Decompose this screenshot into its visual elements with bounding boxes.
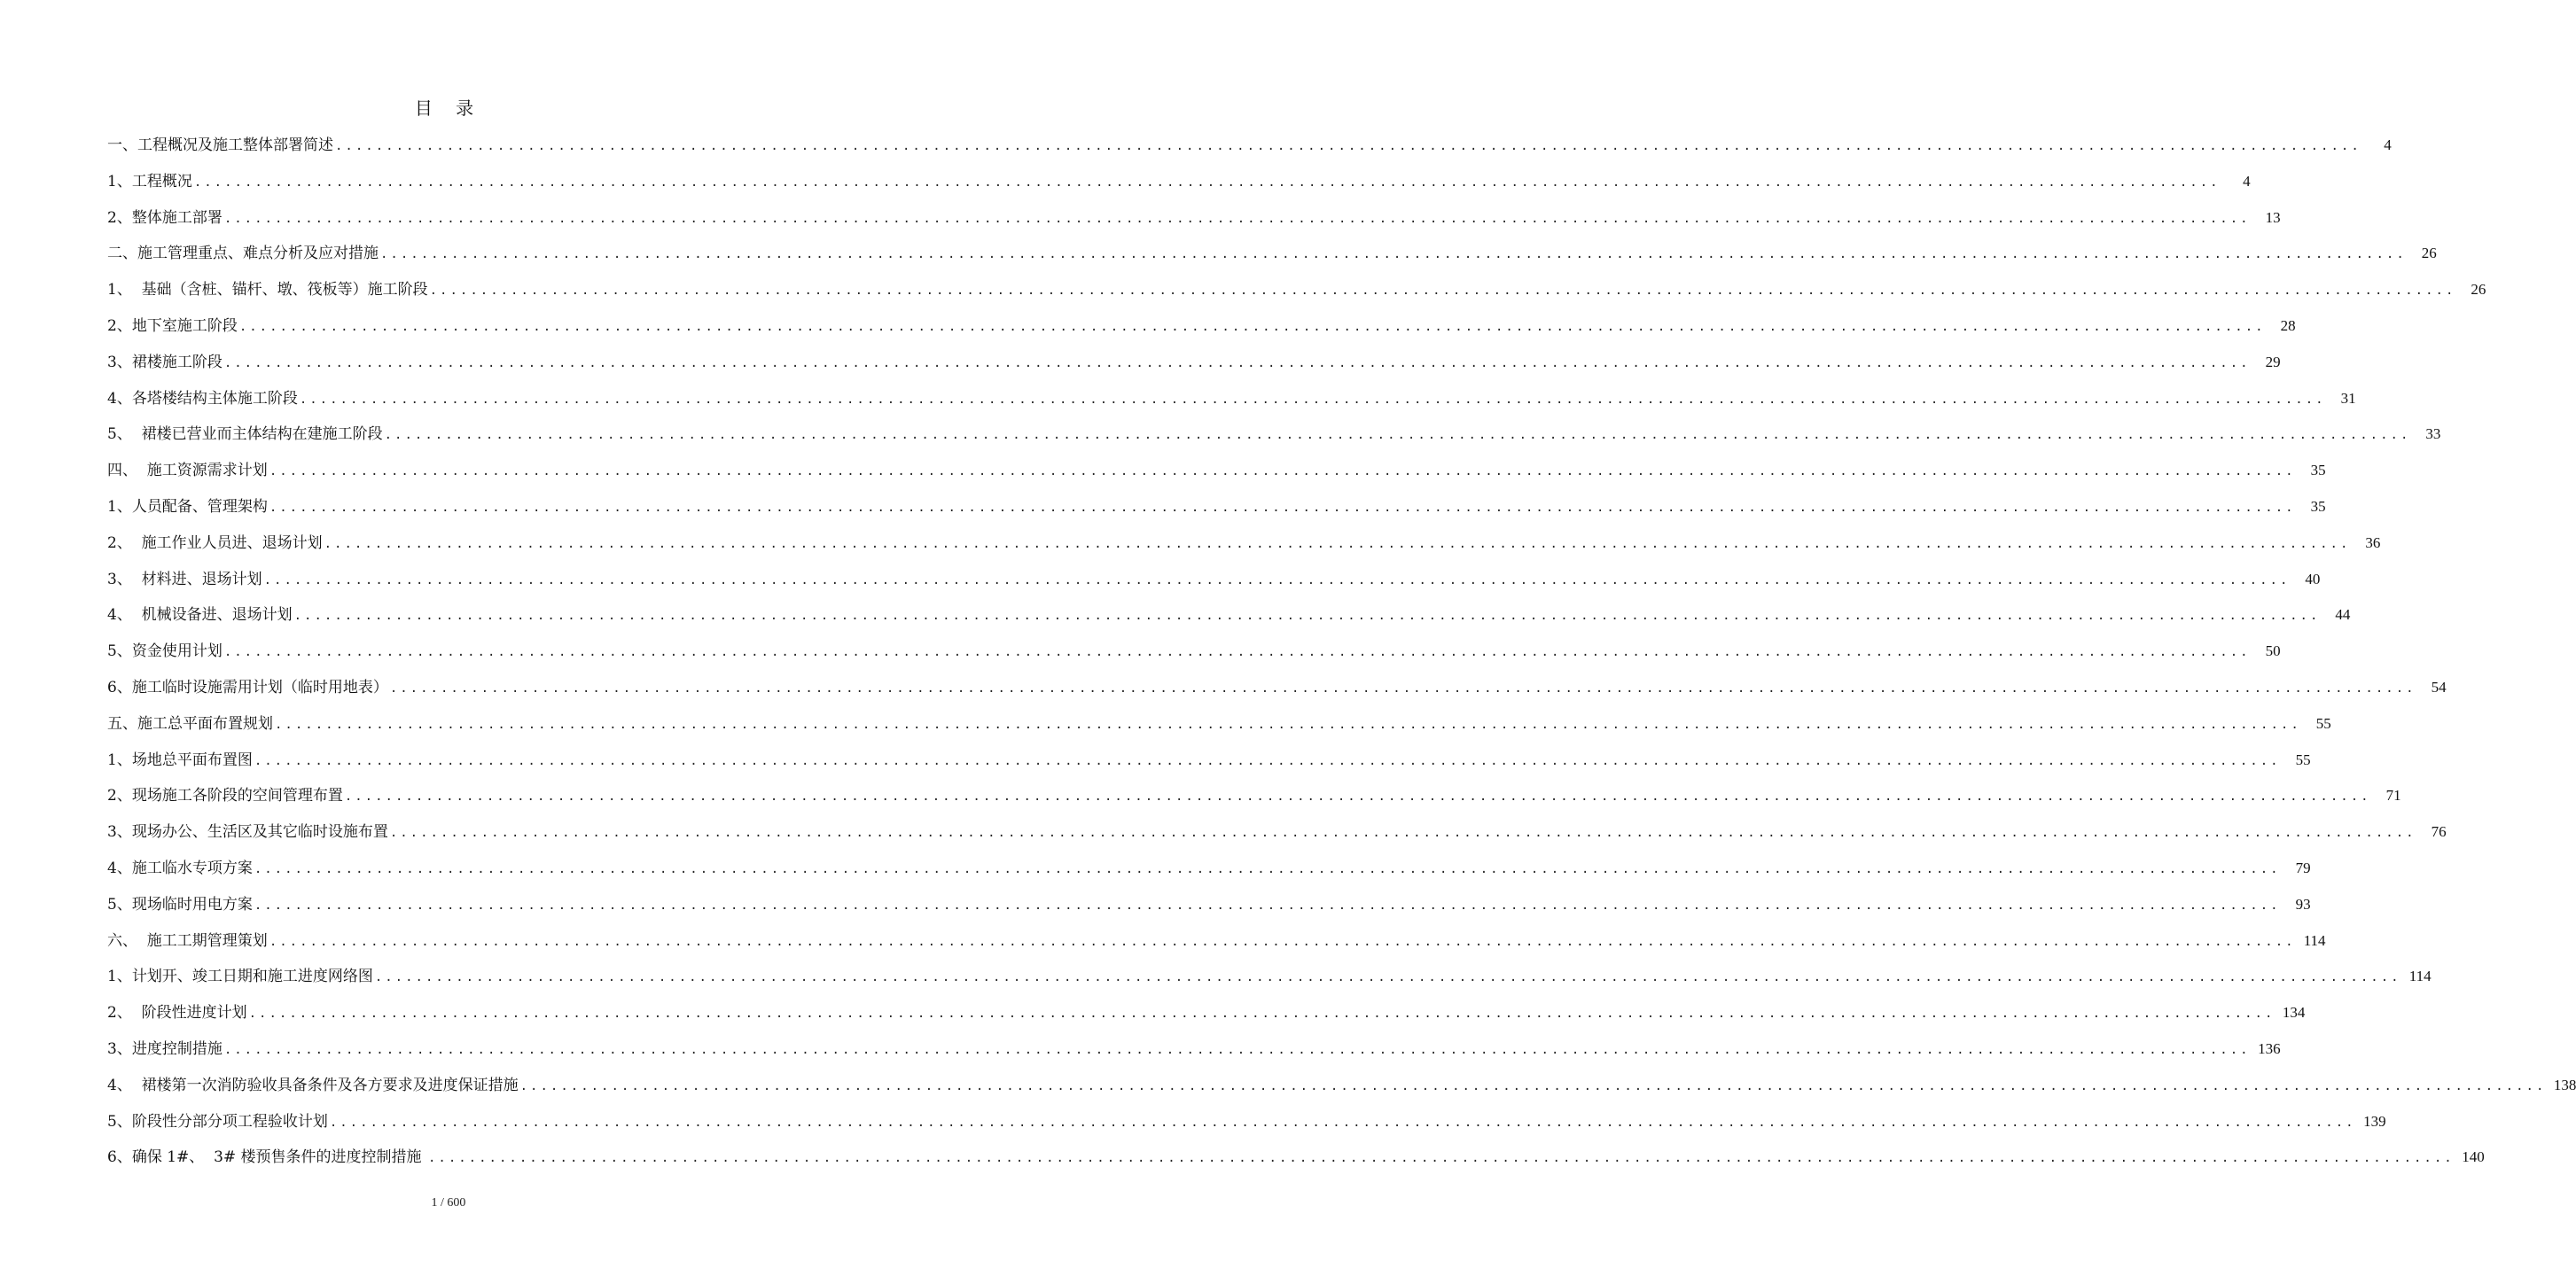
dot-leader: ........................................................................................................................................................................................................ (254, 861, 2281, 876)
dot-leader: ........................................................................................................................................................................................................ (263, 572, 2291, 587)
toc-entry-label: 6、施工临时设施需用计划（临时用地表） (107, 678, 388, 696)
toc-entry-page-number: 138 (2553, 1076, 2576, 1093)
dot-leader: ........................................................................................................................................................................................................ (238, 319, 2266, 334)
toc-entry[interactable] (107, 277, 2486, 314)
toc-entry[interactable] (107, 314, 2296, 350)
toc-entry-page-number: 76 (2431, 823, 2447, 841)
toc-entry-label: 4、施工临水专项方案 (107, 859, 253, 877)
toc-entry-label: 4、 机械设备进、退场计划 (107, 606, 293, 625)
toc-entry-page-number: 114 (2408, 968, 2432, 985)
toc-entry-page-number: 33 (2425, 425, 2441, 443)
dot-leader: ........................................................................................................................................................................................................ (223, 211, 2251, 226)
toc-entry-page-number: 31 (2340, 389, 2356, 407)
table-of-contents (107, 133, 2576, 1181)
toc-entry-page-number: 40 (2305, 570, 2321, 587)
toc-entry-label: 1、场地总平面布置图 (107, 751, 253, 769)
toc-entry[interactable] (107, 567, 2321, 603)
dot-leader: ........................................................................................................................................................................................................ (293, 609, 2321, 624)
toc-entry[interactable] (107, 531, 2381, 567)
toc-entry[interactable] (107, 1037, 2281, 1073)
dot-leader: ........................................................................................................................................................................................................ (275, 717, 2301, 732)
toc-entry-label: 2、现场施工各阶段的空间管理布置 (107, 787, 343, 805)
toc-entry[interactable] (107, 1073, 2576, 1109)
toc-entry-page-number: 36 (2365, 533, 2381, 551)
toc-entry-label: 二、施工管理重点、难点分析及应对措施 (107, 245, 379, 263)
toc-entry-page-number: 79 (2295, 859, 2311, 876)
toc-entry-label: 5、资金使用计划 (107, 642, 222, 661)
dot-leader: ........................................................................................................................................................................................................ (248, 1007, 2275, 1022)
dot-leader: ........................................................................................................................................................................................................ (429, 284, 2456, 299)
toc-entry-label: 2、整体施工部署 (107, 208, 222, 227)
dot-leader: ........................................................................................................................................................................................................ (223, 1042, 2251, 1057)
toc-entry-page-number: 93 (2295, 895, 2311, 913)
toc-entry[interactable] (107, 1109, 2386, 1146)
dot-leader: ........................................................................................................................................................................................................ (389, 826, 2416, 841)
toc-entry-page-number: 13 (2265, 208, 2281, 226)
toc-entry-label: 4、 裙楼第一次消防验收具备条件及各方要求及进度保证措施 (107, 1076, 519, 1094)
toc-entry-label: 1、 基础（含桩、锚杆、墩、筏板等）施工阶段 (107, 281, 428, 299)
toc-entry[interactable] (107, 856, 2311, 892)
toc-entry-label: 5、现场临时用电方案 (107, 895, 253, 914)
toc-entry[interactable] (107, 820, 2447, 856)
toc-entry[interactable] (107, 675, 2447, 712)
toc-entry-page-number: 35 (2310, 497, 2326, 515)
dot-leader: ........................................................................................................................................................................................................ (254, 898, 2281, 913)
toc-entry[interactable] (107, 422, 2441, 458)
dot-leader: ........................................................................................................................................................................................................ (427, 1151, 2455, 1166)
toc-entry[interactable] (107, 929, 2326, 965)
toc-entry[interactable] (107, 494, 2326, 531)
toc-entry-page-number: 55 (2315, 714, 2331, 732)
toc-entry[interactable] (107, 964, 2432, 1000)
toc-entry-label: 6、确保 1#、 3# 楼预售条件的进度控制措施 (107, 1148, 426, 1167)
dot-leader: ........................................................................................................................................................................................................ (374, 970, 2401, 985)
dot-leader: ........................................................................................................................................................................................................ (269, 464, 2296, 479)
toc-entry[interactable] (107, 206, 2281, 242)
page-number-footer: 1 / 600 (431, 1196, 466, 1210)
toc-entry-page-number: 4 (2243, 172, 2251, 190)
dot-leader: ........................................................................................................................................................................................................ (344, 790, 2371, 805)
toc-entry-page-number: 139 (2363, 1112, 2386, 1130)
toc-entry[interactable] (107, 1145, 2485, 1181)
toc-entry-page-number: 140 (2462, 1148, 2485, 1166)
toc-entry-label: 3、进度控制措施 (107, 1039, 222, 1058)
dot-leader: ........................................................................................................................................................................................................ (519, 1078, 2547, 1093)
toc-entry[interactable] (107, 133, 2392, 169)
toc-entry-label: 3、裙楼施工阶段 (107, 353, 222, 371)
toc-entry-page-number: 26 (2421, 245, 2437, 262)
toc-entry-page-number: 29 (2265, 353, 2281, 370)
toc-entry-page-number: 71 (2385, 787, 2401, 805)
dot-leader: ........................................................................................................................................................................................................ (329, 1115, 2356, 1130)
toc-entry-label: 4、各塔楼结构主体施工阶段 (107, 389, 298, 408)
toc-entry[interactable] (107, 892, 2311, 929)
toc-entry-label: 1、人员配备、管理架构 (107, 497, 268, 516)
toc-entry-label: 3、现场办公、生活区及其它临时设施布置 (107, 823, 388, 842)
toc-entry[interactable] (107, 712, 2331, 748)
dot-leader: ........................................................................................................................................................................................................ (223, 355, 2251, 370)
dot-leader: ........................................................................................................................................................................................................ (223, 645, 2251, 660)
toc-entry[interactable] (107, 458, 2326, 494)
toc-entry[interactable] (107, 241, 2437, 277)
dot-leader: ........................................................................................................................................................................................................ (389, 681, 2416, 696)
dot-leader: ........................................................................................................................................................................................................ (324, 536, 2351, 551)
toc-entry-label: 5、阶段性分部分项工程验收计划 (107, 1112, 328, 1131)
toc-entry[interactable] (107, 603, 2351, 639)
dot-leader: ........................................................................................................................................................................................................ (269, 934, 2296, 949)
toc-entry-page-number: 114 (2303, 931, 2326, 949)
toc-entry-page-number: 28 (2280, 316, 2296, 334)
toc-entry-label: 3、 材料进、退场计划 (107, 570, 262, 588)
dot-leader: ........................................................................................................................................................................................................ (254, 753, 2281, 768)
dot-leader: ........................................................................................................................................................................................................ (299, 392, 2326, 407)
toc-entry-label: 四、 施工资源需求计划 (107, 462, 268, 480)
toc-entry-page-number: 50 (2265, 642, 2281, 660)
toc-entry-label: 1、计划开、竣工日期和施工进度网络图 (107, 968, 373, 986)
toc-entry-page-number: 54 (2431, 678, 2447, 696)
toc-entry-page-number: 26 (2471, 281, 2486, 299)
toc-entry-page-number: 44 (2335, 606, 2351, 624)
toc-entry-label: 2、地下室施工阶段 (107, 316, 238, 335)
toc-title: 目 录 (414, 97, 483, 119)
toc-entry-label: 六、 施工工期管理策划 (107, 931, 268, 950)
toc-entry-page-number: 136 (2258, 1039, 2281, 1057)
toc-entry[interactable] (107, 639, 2281, 675)
toc-entry-label: 5、 裙楼已营业而主体结构在建施工阶段 (107, 425, 383, 444)
toc-entry-label: 2、 阶段性进度计划 (107, 1004, 247, 1023)
dot-leader: ........................................................................................................................................................................................................ (384, 428, 2411, 443)
dot-leader: ........................................................................................................................................................................................................ (335, 139, 2361, 153)
toc-entry[interactable] (107, 748, 2311, 784)
toc-entry-page-number: 4 (2384, 136, 2392, 153)
dot-leader: ........................................................................................................................................................................................................ (193, 175, 2221, 190)
toc-entry[interactable] (107, 350, 2281, 386)
toc-entry[interactable] (107, 169, 2251, 206)
toc-entry[interactable] (107, 1000, 2306, 1037)
toc-entry-page-number: 134 (2282, 1004, 2306, 1022)
toc-entry-label: 五、施工总平面布置规划 (107, 714, 273, 733)
dot-leader: ........................................................................................................................................................................................................ (269, 500, 2296, 515)
toc-entry-label: 一、工程概况及施工整体部署简述 (107, 136, 333, 154)
toc-entry-page-number: 35 (2310, 462, 2326, 479)
toc-entry-label: 1、工程概况 (107, 172, 192, 191)
toc-entry[interactable] (107, 386, 2356, 423)
toc-entry[interactable] (107, 783, 2401, 820)
toc-entry-page-number: 55 (2295, 751, 2311, 768)
dot-leader: ........................................................................................................................................................................................................ (380, 247, 2407, 262)
toc-entry-label: 2、 施工作业人员进、退场计划 (107, 533, 323, 552)
